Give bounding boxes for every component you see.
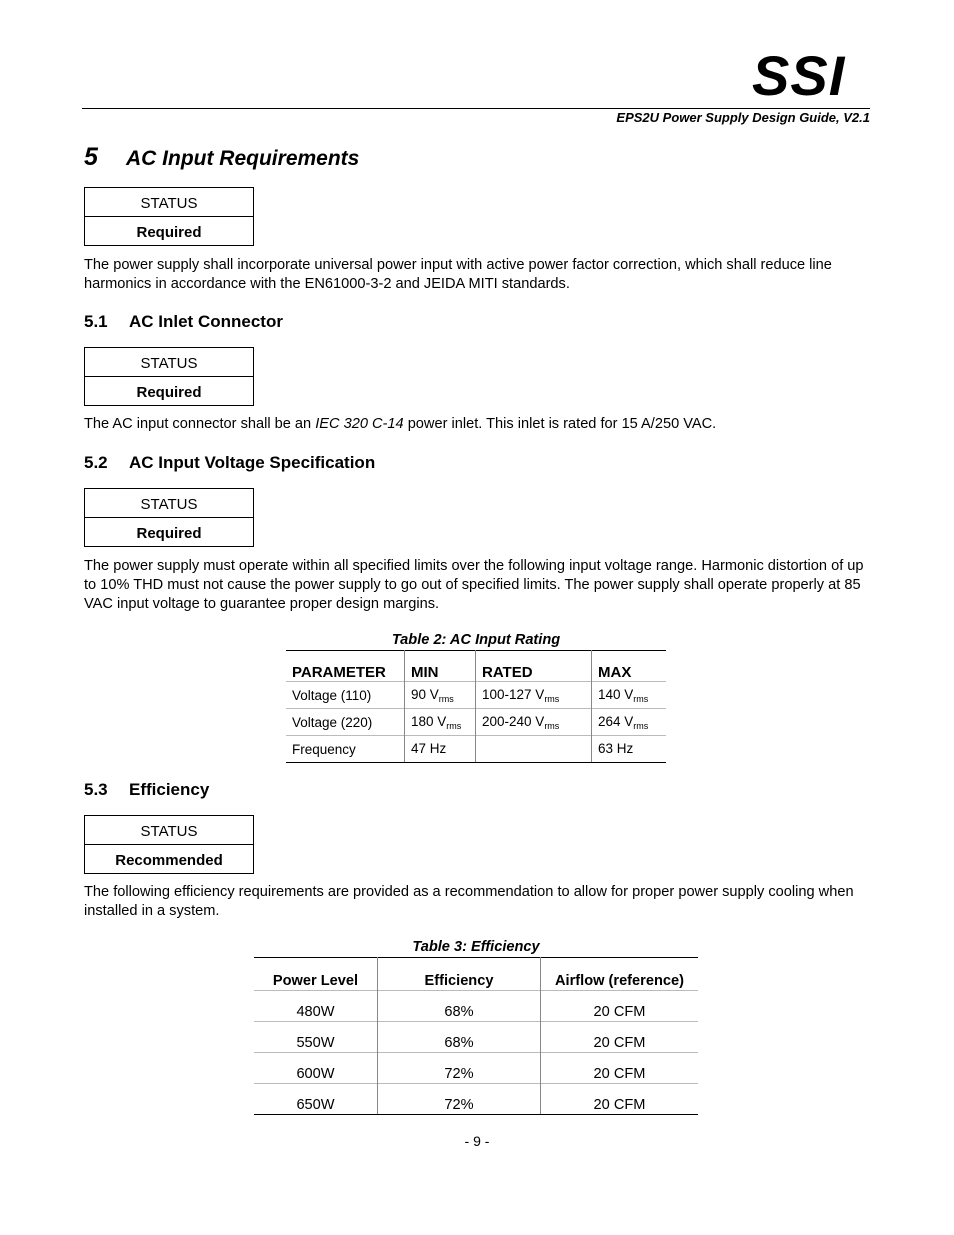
table-cell: 480W — [254, 991, 378, 1022]
table-cell: Voltage (110) — [286, 682, 405, 709]
table-cell: Voltage (220) — [286, 709, 405, 736]
section-5-paragraph: The power supply shall incorporate universal power input with active power factor correction, which shall reduce line harmonics in accordance with the EN61000-3-2 and JEIDA MITI standards. — [84, 257, 832, 292]
page-number: - 9 - — [464, 1133, 490, 1149]
paragraph-text: The AC input connector shall be an — [84, 416, 316, 432]
status-label: STATUS — [85, 816, 253, 845]
table-cell: 20 CFM — [541, 991, 699, 1022]
section-5-2-heading — [84, 453, 375, 473]
ac-input-rating-table — [286, 650, 666, 763]
status-value: Required — [136, 224, 202, 241]
column-header: RATED — [476, 651, 592, 682]
table-cell: 650W — [254, 1084, 378, 1115]
table-cell: 20 CFM — [541, 1022, 699, 1053]
table-cell: 100-127 $V_{rms}$ — [476, 682, 592, 709]
section-5-2-paragraph: The power supply must operate within all specified limits over the following input voltage range. Harmonic distortion of up to 10% THD must not cause the power supply to go out of specified limits. The power supply shall operate properly at 85 VAC input voltage to guarantee proper design margins. — [84, 558, 864, 612]
table-cell: 20 CFM — [541, 1053, 699, 1084]
table-cell: 200-240 $V_{rms}$ — [476, 709, 592, 736]
paragraph-text: power inlet. This inlet is rated for 15 A/250 VAC. — [403, 416, 717, 432]
section-number: 5.3 — [84, 780, 108, 799]
connector-type: IEC 320 C-14 — [315, 416, 404, 432]
table-cell: 68% — [378, 991, 541, 1022]
table-cell: 68% — [378, 1022, 541, 1053]
status-label: STATUS — [85, 489, 253, 518]
column-header: PARAMETER — [292, 664, 386, 681]
status-value: Required — [136, 525, 202, 542]
status-label: STATUS — [85, 188, 253, 217]
table-cell: 600W — [254, 1053, 378, 1084]
table-cell: 550W — [254, 1022, 378, 1053]
section-number: 5.1 — [84, 312, 108, 331]
section-title: AC Inlet Connector — [129, 312, 283, 331]
table-3-caption: Table 3: Efficiency — [412, 939, 540, 955]
column-header: MAX — [592, 651, 667, 682]
table-cell: 47 Hz — [405, 736, 476, 763]
table-cell: Frequency — [286, 736, 405, 763]
section-title: AC Input Requirements — [126, 147, 360, 170]
column-header: Airflow (reference) — [541, 958, 699, 991]
document-title: EPS2U Power Supply Design Guide, V2.1 — [616, 110, 870, 125]
status-value: Recommended — [115, 852, 223, 869]
section-number: 5.2 — [84, 453, 108, 472]
header-rule — [82, 108, 870, 109]
status-box — [84, 187, 254, 246]
table-row — [254, 1053, 698, 1084]
section-5-3-heading — [84, 780, 209, 800]
table-header-row — [254, 958, 698, 991]
table-row — [286, 709, 666, 736]
table-cell: 20 CFM — [541, 1084, 699, 1115]
table-header-row — [286, 651, 666, 682]
table-row — [254, 1022, 698, 1053]
table-cell — [476, 736, 592, 763]
table-row — [254, 1084, 698, 1115]
column-header: Efficiency — [378, 958, 541, 991]
status-box — [84, 488, 254, 547]
table-2-caption: Table 2: AC Input Rating — [391, 632, 561, 648]
section-5-1-paragraph — [84, 415, 874, 434]
section-title: Efficiency — [129, 780, 210, 799]
table-cell: 90 $V_{rms}$ — [405, 682, 476, 709]
section-5-heading — [84, 143, 359, 172]
section-5-1-heading — [84, 312, 283, 332]
section-5-3-paragraph: The following efficiency requirements are provided as a recommendation to allow for proper power supply cooling when installed in a system. — [84, 884, 854, 919]
efficiency-table — [254, 957, 698, 1115]
status-box — [84, 815, 254, 874]
table-row — [286, 682, 666, 709]
status-label: STATUS — [85, 348, 253, 377]
table-row — [254, 991, 698, 1022]
status-value: Required — [136, 384, 202, 401]
table-cell: 180 $V_{rms}$ — [405, 709, 476, 736]
status-box — [84, 347, 254, 406]
section-number: 5 — [84, 143, 98, 171]
section-title: AC Input Voltage Specification — [129, 453, 376, 472]
table-cell: 72% — [378, 1084, 541, 1115]
company-logo: SSI — [752, 44, 846, 107]
table-cell: 72% — [378, 1053, 541, 1084]
table-row — [286, 736, 666, 763]
table-cell: 63 Hz — [592, 736, 667, 763]
table-cell: 140 $V_{rms}$ — [592, 682, 667, 709]
table-cell: 264 $V_{rms}$ — [592, 709, 667, 736]
column-header: MIN — [405, 651, 476, 682]
column-header: Power Level — [272, 973, 359, 989]
